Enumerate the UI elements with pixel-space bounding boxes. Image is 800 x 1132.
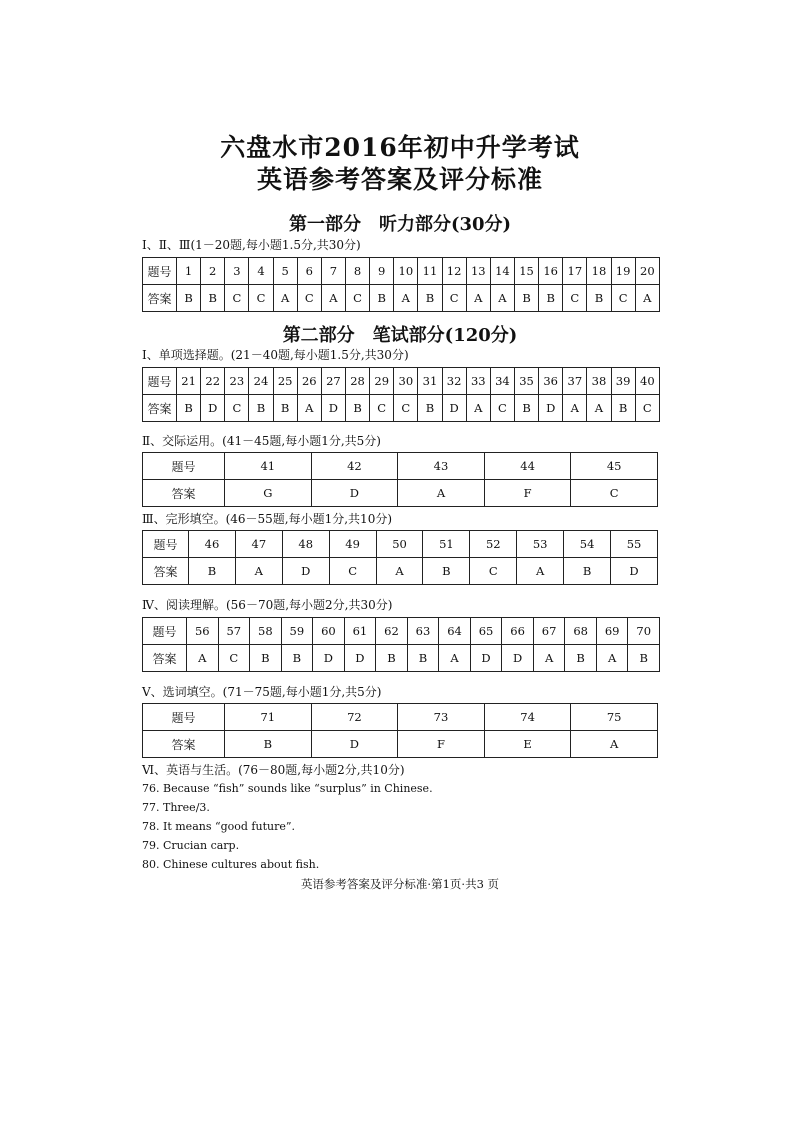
question-number: 59 bbox=[281, 618, 313, 645]
answer-line: 79. Crucian carp. bbox=[142, 839, 240, 852]
answer-cell: B bbox=[177, 395, 201, 422]
answer-cell: A bbox=[466, 285, 490, 312]
answer-cell: A bbox=[533, 645, 565, 672]
section-reading-heading: Ⅳ、阅读理解。(56－70题,每小题2分,共30分) bbox=[142, 598, 393, 612]
question-number: 34 bbox=[490, 368, 514, 395]
question-number: 31 bbox=[418, 368, 442, 395]
question-number: 61 bbox=[344, 618, 376, 645]
answer-row bbox=[143, 645, 660, 672]
question-number: 39 bbox=[611, 368, 635, 395]
answer-cell: D bbox=[539, 395, 563, 422]
question-number: 45 bbox=[571, 453, 658, 480]
question-number: 23 bbox=[225, 368, 249, 395]
cloze-answer-table bbox=[142, 530, 658, 585]
answer-row bbox=[143, 285, 660, 312]
answer-cell: A bbox=[466, 395, 490, 422]
answer-cell: B bbox=[281, 645, 313, 672]
question-number: 11 bbox=[418, 258, 442, 285]
question-number: 70 bbox=[628, 618, 660, 645]
section-word-fill-heading: Ⅴ、选词填空。(71－75题,每小题1分,共5分) bbox=[142, 685, 382, 699]
answer-cell: F bbox=[484, 480, 571, 507]
question-number: 74 bbox=[484, 704, 571, 731]
answer-line: 77. Three/3. bbox=[142, 801, 210, 814]
answer-cell: G bbox=[225, 480, 312, 507]
question-number: 37 bbox=[563, 368, 587, 395]
answer-row bbox=[143, 558, 658, 585]
answer-cell: A bbox=[596, 645, 628, 672]
answer-cell: C bbox=[470, 558, 517, 585]
answer-cell: C bbox=[571, 480, 658, 507]
section-cloze-heading: Ⅲ、完形填空。(46－55题,每小题1分,共10分) bbox=[142, 512, 393, 526]
answer-line: 76. Because “fish” sounds like “surplus” in Chinese. bbox=[142, 782, 433, 795]
answer-cell: C bbox=[249, 285, 273, 312]
answer-cell: A bbox=[439, 645, 471, 672]
answer-cell: D bbox=[344, 645, 376, 672]
question-number: 8 bbox=[345, 258, 369, 285]
question-number: 25 bbox=[273, 368, 297, 395]
question-number: 32 bbox=[442, 368, 466, 395]
question-number: 68 bbox=[565, 618, 597, 645]
answer-row bbox=[143, 395, 660, 422]
question-number: 5 bbox=[273, 258, 297, 285]
answer-cell: B bbox=[225, 731, 312, 758]
answer-cell: B bbox=[587, 285, 611, 312]
answer-cell: C bbox=[329, 558, 376, 585]
question-number: 52 bbox=[470, 531, 517, 558]
question-number: 73 bbox=[398, 704, 485, 731]
question-number: 6 bbox=[297, 258, 321, 285]
answer-cell: A bbox=[376, 558, 423, 585]
answer-cell: A bbox=[635, 285, 659, 312]
answer-cell: C bbox=[490, 395, 514, 422]
answer-cell: B bbox=[201, 285, 225, 312]
question-number: 21 bbox=[177, 368, 201, 395]
answer-cell: C bbox=[297, 285, 321, 312]
answer-cell: B bbox=[407, 645, 439, 672]
answer-cell: C bbox=[611, 285, 635, 312]
answer-cell: B bbox=[514, 285, 538, 312]
section-communication-heading: Ⅱ、交际运用。(41－45题,每小题1分,共5分) bbox=[142, 434, 381, 448]
answer-cell: B bbox=[273, 395, 297, 422]
answer-cell: C bbox=[225, 395, 249, 422]
question-number: 56 bbox=[187, 618, 219, 645]
question-number: 60 bbox=[313, 618, 345, 645]
question-number: 16 bbox=[539, 258, 563, 285]
answer-cell: B bbox=[250, 645, 282, 672]
question-row bbox=[143, 618, 660, 645]
answer-cell: A bbox=[587, 395, 611, 422]
question-number: 2 bbox=[201, 258, 225, 285]
communication-answer-table bbox=[142, 452, 658, 507]
question-number: 4 bbox=[249, 258, 273, 285]
question-row bbox=[143, 258, 660, 285]
answer-cell: C bbox=[370, 395, 394, 422]
question-number: 65 bbox=[470, 618, 502, 645]
answer-cell: C bbox=[394, 395, 418, 422]
document-title: 六盘水市2016年初中升学考试 bbox=[220, 133, 580, 162]
question-number: 24 bbox=[249, 368, 273, 395]
question-row bbox=[143, 368, 660, 395]
answer-cell: B bbox=[189, 558, 236, 585]
answer-cell: A bbox=[235, 558, 282, 585]
answer-row bbox=[143, 480, 658, 507]
question-row bbox=[143, 704, 658, 731]
single-choice-answer-table bbox=[142, 367, 660, 422]
question-number: 13 bbox=[466, 258, 490, 285]
part2-heading: 第二部分 笔试部分(120分) bbox=[282, 325, 518, 346]
answer-cell: A bbox=[571, 731, 658, 758]
answer-cell: B bbox=[376, 645, 408, 672]
question-number: 26 bbox=[297, 368, 321, 395]
answer-cell: A bbox=[563, 395, 587, 422]
question-number: 42 bbox=[311, 453, 398, 480]
question-number: 54 bbox=[564, 531, 611, 558]
question-number: 15 bbox=[514, 258, 538, 285]
question-row bbox=[143, 453, 658, 480]
question-number: 22 bbox=[201, 368, 225, 395]
answer-line: 80. Chinese cultures about fish. bbox=[142, 858, 320, 871]
answer-cell: D bbox=[321, 395, 345, 422]
question-number: 38 bbox=[587, 368, 611, 395]
question-number: 43 bbox=[398, 453, 485, 480]
answer-cell: B bbox=[539, 285, 563, 312]
answer-cell: D bbox=[282, 558, 329, 585]
question-number: 7 bbox=[321, 258, 345, 285]
answer-cell: A bbox=[490, 285, 514, 312]
question-number: 41 bbox=[225, 453, 312, 480]
question-number: 67 bbox=[533, 618, 565, 645]
question-number: 12 bbox=[442, 258, 466, 285]
question-number: 46 bbox=[189, 531, 236, 558]
row-label-question: 题号 bbox=[143, 368, 177, 395]
listening-answer-table bbox=[142, 257, 660, 312]
row-label-question: 题号 bbox=[143, 704, 225, 731]
question-number: 51 bbox=[423, 531, 470, 558]
question-number: 33 bbox=[466, 368, 490, 395]
answer-cell: B bbox=[418, 395, 442, 422]
question-number: 17 bbox=[563, 258, 587, 285]
answer-cell: C bbox=[563, 285, 587, 312]
answer-cell: C bbox=[218, 645, 250, 672]
row-label-question: 题号 bbox=[143, 618, 187, 645]
row-label-answer: 答案 bbox=[143, 645, 187, 672]
answer-cell: B bbox=[628, 645, 660, 672]
question-number: 50 bbox=[376, 531, 423, 558]
row-label-question: 题号 bbox=[143, 258, 177, 285]
section-english-life-heading: Ⅵ、英语与生活。(76－80题,每小题2分,共10分) bbox=[142, 763, 405, 777]
question-number: 28 bbox=[345, 368, 369, 395]
question-number: 72 bbox=[311, 704, 398, 731]
row-label-answer: 答案 bbox=[143, 395, 177, 422]
question-number: 36 bbox=[539, 368, 563, 395]
document-subtitle: 英语参考答案及评分标准 bbox=[256, 165, 543, 194]
row-label-question: 题号 bbox=[143, 531, 189, 558]
section-single-choice-heading: Ⅰ、单项选择题。(21－40题,每小题1.5分,共30分) bbox=[142, 348, 409, 362]
answer-cell: B bbox=[177, 285, 201, 312]
question-number: 71 bbox=[225, 704, 312, 731]
question-number: 35 bbox=[514, 368, 538, 395]
question-number: 69 bbox=[596, 618, 628, 645]
answer-cell: E bbox=[484, 731, 571, 758]
question-number: 44 bbox=[484, 453, 571, 480]
question-number: 20 bbox=[635, 258, 659, 285]
answer-cell: B bbox=[423, 558, 470, 585]
answer-cell: A bbox=[273, 285, 297, 312]
question-number: 53 bbox=[517, 531, 564, 558]
answer-cell: A bbox=[297, 395, 321, 422]
answer-cell: B bbox=[611, 395, 635, 422]
question-number: 75 bbox=[571, 704, 658, 731]
answer-cell: D bbox=[502, 645, 534, 672]
question-number: 30 bbox=[394, 368, 418, 395]
answer-cell: B bbox=[370, 285, 394, 312]
answer-cell: C bbox=[635, 395, 659, 422]
question-number: 55 bbox=[611, 531, 658, 558]
reading-answer-table bbox=[142, 617, 660, 672]
answer-cell: D bbox=[313, 645, 345, 672]
row-label-answer: 答案 bbox=[143, 480, 225, 507]
answer-cell: A bbox=[517, 558, 564, 585]
answer-cell: A bbox=[187, 645, 219, 672]
question-number: 29 bbox=[370, 368, 394, 395]
answer-cell: A bbox=[398, 480, 485, 507]
word-fill-answer-table bbox=[142, 703, 658, 758]
answer-row bbox=[143, 731, 658, 758]
question-number: 10 bbox=[394, 258, 418, 285]
answer-cell: B bbox=[418, 285, 442, 312]
answer-cell: B bbox=[564, 558, 611, 585]
question-number: 47 bbox=[235, 531, 282, 558]
row-label-answer: 答案 bbox=[143, 558, 189, 585]
answer-cell: D bbox=[311, 731, 398, 758]
question-number: 58 bbox=[250, 618, 282, 645]
question-number: 63 bbox=[407, 618, 439, 645]
question-number: 27 bbox=[321, 368, 345, 395]
answer-cell: B bbox=[565, 645, 597, 672]
question-number: 19 bbox=[611, 258, 635, 285]
question-number: 3 bbox=[225, 258, 249, 285]
answer-cell: D bbox=[470, 645, 502, 672]
question-number: 9 bbox=[370, 258, 394, 285]
answer-cell: C bbox=[442, 285, 466, 312]
question-number: 49 bbox=[329, 531, 376, 558]
answer-cell: C bbox=[225, 285, 249, 312]
question-number: 1 bbox=[177, 258, 201, 285]
question-number: 48 bbox=[282, 531, 329, 558]
row-label-answer: 答案 bbox=[143, 285, 177, 312]
answer-cell: D bbox=[311, 480, 398, 507]
question-number: 18 bbox=[587, 258, 611, 285]
row-label-question: 题号 bbox=[143, 453, 225, 480]
answer-cell: C bbox=[345, 285, 369, 312]
answer-line: 78. It means “good future”. bbox=[142, 820, 295, 833]
question-number: 57 bbox=[218, 618, 250, 645]
question-number: 62 bbox=[376, 618, 408, 645]
answer-cell: B bbox=[514, 395, 538, 422]
question-row bbox=[143, 531, 658, 558]
answer-cell: F bbox=[398, 731, 485, 758]
answer-cell: B bbox=[345, 395, 369, 422]
question-number: 64 bbox=[439, 618, 471, 645]
answer-cell: B bbox=[249, 395, 273, 422]
answer-cell: A bbox=[394, 285, 418, 312]
question-number: 14 bbox=[490, 258, 514, 285]
page-footer: 英语参考答案及评分标准·第1页·共3 页 bbox=[300, 877, 500, 891]
question-number: 40 bbox=[635, 368, 659, 395]
answer-cell: D bbox=[201, 395, 225, 422]
section-listening-heading: Ⅰ、Ⅱ、Ⅲ(1－20题,每小题1.5分,共30分) bbox=[142, 238, 361, 252]
part1-heading: 第一部分 听力部分(30分) bbox=[288, 214, 512, 235]
answer-cell: D bbox=[442, 395, 466, 422]
row-label-answer: 答案 bbox=[143, 731, 225, 758]
answer-cell: A bbox=[321, 285, 345, 312]
question-number: 66 bbox=[502, 618, 534, 645]
answer-cell: D bbox=[611, 558, 658, 585]
